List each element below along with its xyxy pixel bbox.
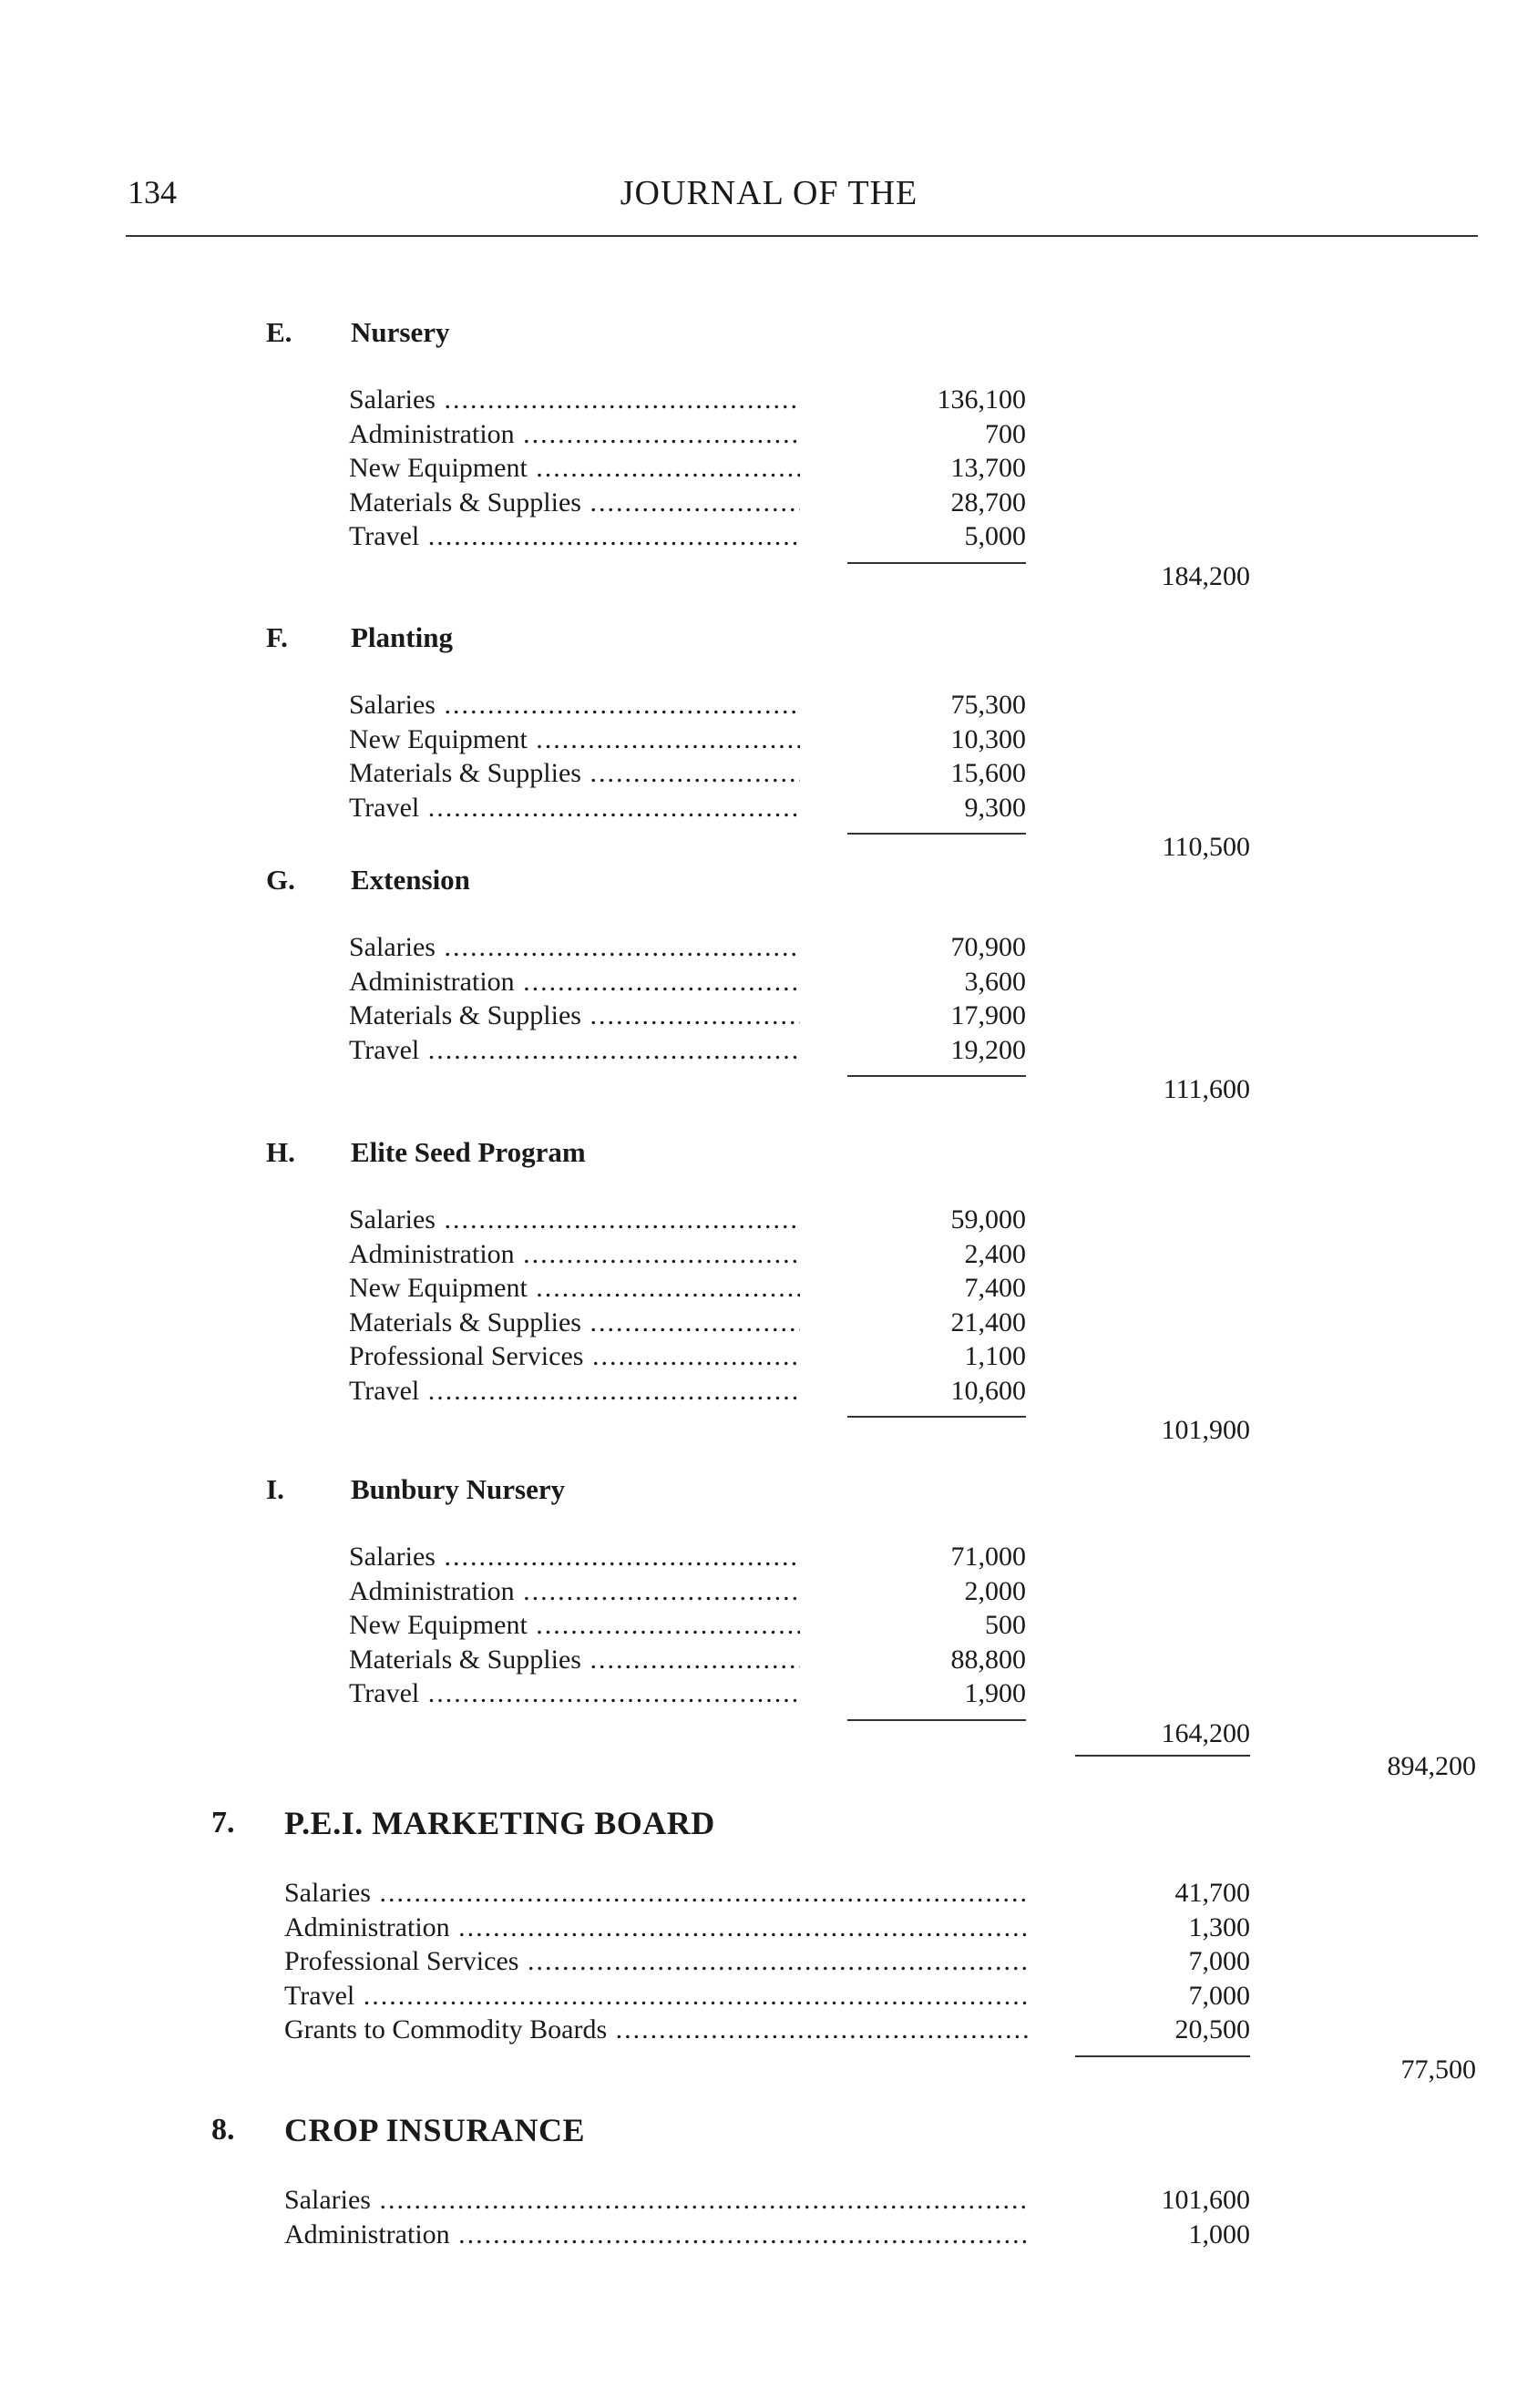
line-item (349, 487, 800, 519)
page-number: 134 (128, 174, 177, 210)
line-item (349, 1375, 800, 1408)
line-item-amount: 500 (985, 1610, 1026, 1640)
section-number: 7. (211, 1806, 235, 1839)
section-total-rule (1075, 2055, 1250, 2057)
line-item-label: Administration ..... (284, 1911, 1028, 1944)
line-item-amount: 1,100 (964, 1341, 1026, 1371)
subtotal-rule (847, 1416, 1026, 1418)
line-item-amount: 10,600 (950, 1375, 1026, 1406)
line-item (284, 1877, 1028, 1910)
line-item-label: New Equipment ..... (349, 1609, 800, 1642)
subsection-letter: F. (266, 621, 288, 653)
line-item-label: Travel ..... (349, 1034, 800, 1067)
line-item-amount: 41,700 (1174, 1878, 1250, 1908)
running-head: JOURNAL OF THE (620, 174, 918, 212)
subtotal-rule (847, 562, 1026, 564)
line-item-amount: 21,400 (950, 1306, 1026, 1337)
line-item (349, 1272, 800, 1305)
line-item-amount: 101,600 (1161, 2185, 1250, 2215)
line-item-amount: 136,100 (937, 384, 1026, 415)
line-item-label: Administration ..... (284, 2218, 1028, 2251)
subsection-total: 101,900 (1161, 1415, 1250, 1445)
subsection-total: 184,200 (1161, 560, 1250, 591)
line-item-amount: 17,900 (950, 1000, 1026, 1030)
line-item-amount: 7,000 (1188, 1980, 1250, 2011)
line-item-label: Salaries ..... (284, 1877, 1028, 1910)
line-item-label: Materials & Supplies ..... (349, 999, 800, 1032)
subsection-title: Elite Seed Program (351, 1136, 586, 1168)
line-item-amount: 19,200 (950, 1034, 1026, 1065)
line-item (349, 792, 800, 825)
line-item (284, 1911, 1028, 1944)
line-item (284, 1980, 1028, 2013)
line-item-label: Travel ..... (349, 520, 800, 553)
line-item (349, 1204, 800, 1236)
line-item-amount: 20,500 (1174, 2014, 1250, 2044)
line-item (284, 1945, 1028, 1978)
line-item-label: Travel ..... (349, 1677, 800, 1710)
section-title: CROP INSURANCE (284, 2112, 586, 2148)
line-item-amount: 7,400 (964, 1273, 1026, 1303)
line-item (349, 384, 800, 416)
line-item-label: New Equipment ..... (349, 452, 800, 485)
line-item (284, 2013, 1028, 2046)
subsection-letter: H. (266, 1136, 295, 1168)
subsection-total: 110,500 (1162, 832, 1250, 862)
line-item-label: Professional Services ..... (284, 1945, 1028, 1978)
line-item (349, 1575, 800, 1608)
line-item-amount: 13,700 (950, 453, 1026, 483)
line-item-amount: 70,900 (950, 932, 1026, 962)
line-item (284, 2184, 1028, 2217)
line-item-label: Grants to Commodity Boards ..... (284, 2013, 1028, 2046)
line-item (349, 1677, 800, 1710)
line-item (349, 1238, 800, 1271)
subsection-title: Nursery (351, 316, 450, 348)
line-item-amount: 7,000 (1188, 1946, 1250, 1976)
line-item-label: Administration ..... (349, 1575, 800, 1608)
line-item (349, 1609, 800, 1642)
line-item-amount: 2,000 (964, 1575, 1026, 1606)
line-item (349, 452, 800, 485)
line-item (349, 723, 800, 756)
line-item-label: Administration ..... (349, 966, 800, 999)
line-item-label: Professional Services ..... (349, 1340, 800, 1373)
line-item-label: Salaries ..... (349, 689, 800, 722)
line-item-label: Administration ..... (349, 418, 800, 451)
subtotal-rule (847, 1075, 1026, 1077)
line-item-label: Travel ..... (349, 792, 800, 825)
line-item-amount: 1,900 (964, 1678, 1026, 1708)
subsection-letter: G. (266, 864, 295, 896)
subtotal-rule (847, 833, 1026, 835)
line-item-amount: 3,600 (964, 966, 1026, 997)
subsection-total: 111,600 (1163, 1074, 1250, 1104)
line-item-amount: 5,000 (964, 521, 1026, 551)
group-total-rule (1075, 1755, 1250, 1757)
line-item (349, 1541, 800, 1573)
section-title: P.E.I. MARKETING BOARD (284, 1805, 715, 1841)
line-item-label: Materials & Supplies ..... (349, 487, 800, 519)
line-item-label: Materials & Supplies ..... (349, 1644, 800, 1676)
line-item-amount: 15,600 (950, 758, 1026, 788)
line-item-label: New Equipment ..... (349, 1272, 800, 1305)
subtotal-rule (847, 1719, 1026, 1721)
subsection-title: Planting (351, 621, 453, 653)
line-item (349, 520, 800, 553)
line-item-label: Materials & Supplies ..... (349, 1306, 800, 1339)
group-total: 894,200 (1387, 1750, 1476, 1781)
line-item (284, 2218, 1028, 2251)
line-item-amount: 75,300 (950, 690, 1026, 720)
line-item-amount: 10,300 (950, 723, 1026, 754)
line-item (349, 1034, 800, 1067)
line-item-label: Administration ..... (349, 1238, 800, 1271)
line-item (349, 418, 800, 451)
line-item-label: Salaries ..... (349, 1541, 800, 1573)
subsection-title: Bunbury Nursery (351, 1473, 566, 1505)
section-number: 8. (211, 2113, 235, 2147)
subsection-title: Extension (351, 864, 470, 896)
line-item-label: Salaries ..... (284, 2184, 1028, 2217)
line-item (349, 966, 800, 999)
line-item (349, 931, 800, 964)
line-item (349, 1306, 800, 1339)
line-item (349, 1340, 800, 1373)
line-item-amount: 28,700 (950, 487, 1026, 517)
line-item-label: New Equipment ..... (349, 723, 800, 756)
line-item-label: Salaries ..... (349, 1204, 800, 1236)
line-item-label: Travel ..... (284, 1980, 1028, 2013)
subsection-letter: E. (266, 316, 292, 348)
line-item (349, 757, 800, 790)
line-item-amount: 1,000 (1188, 2218, 1250, 2249)
line-item-label: Travel ..... (349, 1375, 800, 1408)
subsection-letter: I. (266, 1473, 284, 1505)
line-item-amount: 700 (985, 418, 1026, 449)
line-item-amount: 1,300 (1188, 1911, 1250, 1942)
line-item-amount: 88,800 (950, 1644, 1026, 1675)
line-item (349, 1644, 800, 1676)
header-rule (126, 235, 1478, 237)
line-item-amount: 71,000 (950, 1542, 1026, 1572)
line-item-label: Salaries ..... (349, 384, 800, 416)
line-item-amount: 9,300 (964, 792, 1026, 823)
line-item-amount: 2,400 (964, 1238, 1026, 1269)
line-item-label: Salaries ..... (349, 931, 800, 964)
section-total: 77,500 (1400, 2054, 1476, 2085)
line-item (349, 689, 800, 722)
line-item (349, 999, 800, 1032)
line-item-amount: 59,000 (950, 1204, 1026, 1235)
line-item-label: Materials & Supplies ..... (349, 757, 800, 790)
subsection-total: 164,200 (1161, 1717, 1250, 1748)
